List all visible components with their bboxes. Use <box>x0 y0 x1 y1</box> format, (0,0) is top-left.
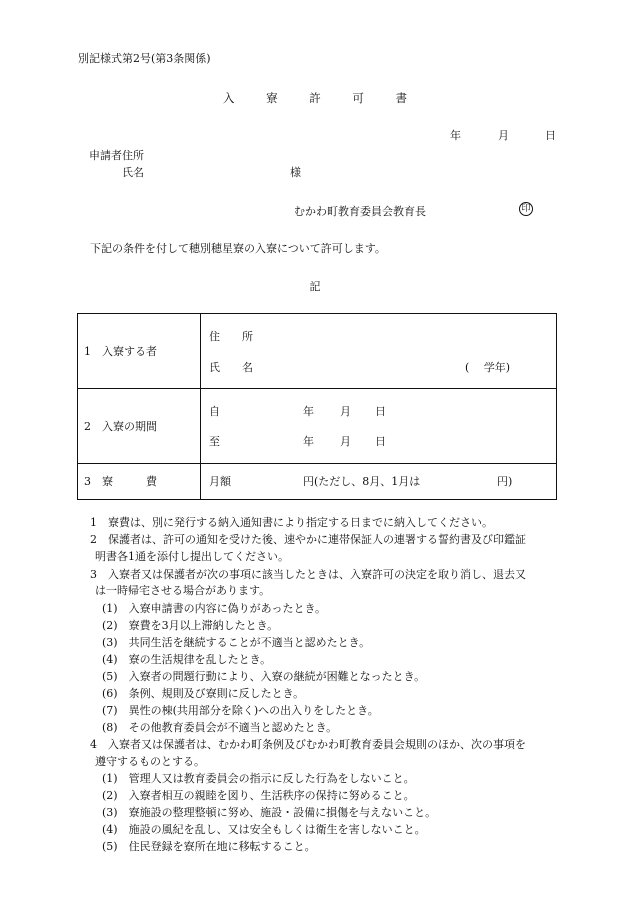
period-to-label: 至 <box>209 435 220 448</box>
note-line: (3) 寮施設の整理整頓に努め、施設・設備に損傷を与えないこと。 <box>102 806 437 819</box>
applicant-name-label: 氏名 <box>122 166 144 179</box>
row-label-resident: 1 入寮する者 <box>78 314 201 389</box>
table-row <box>78 389 557 464</box>
conditions-table <box>77 313 557 500</box>
note-line: 4 入寮者又は保護者は、むかわ町条例及びむかわ町教育委員会規則のほか、次の事項を <box>90 738 526 751</box>
fee-cell <box>201 464 557 500</box>
note-line: (6) 条例、規則及び寮則に反したとき。 <box>102 687 305 700</box>
note-line: 2 保護者は、許可の通知を受けた後、速やかに連帯保証人の連署する誓約書及び印鑑証 <box>90 533 526 546</box>
note-line: (3) 共同生活を継続することが不適当と認めたとき。 <box>102 636 371 649</box>
note-line: 1 寮費は、別に発行する納入通知書により指定する日までに納入してください。 <box>90 516 493 529</box>
period-from-label: 自 <box>209 405 220 418</box>
note-line: (5) 住民登録を寮所在地に移転すること。 <box>102 840 316 853</box>
note-line: (2) 入寮者相互の親睦を図り、生活秩序の保持に努めること。 <box>102 789 415 802</box>
table-row <box>78 314 557 389</box>
note-line: 3 入寮者又は保護者が次の事項に該当したときは、入寮許可の決定を取り消し、退去又 <box>90 568 526 581</box>
resident-cell <box>201 314 557 389</box>
period-from-month: 月 <box>340 405 351 418</box>
date-year-label: 年 <box>450 129 461 142</box>
row-label-period: 2 入寮の期間 <box>78 389 201 464</box>
document-title: 入 寮 許 可 書 <box>222 91 422 105</box>
period-to-day: 日 <box>375 435 386 448</box>
note-line: 遵守するものとする。 <box>95 755 205 768</box>
period-cell <box>201 389 557 464</box>
fee-exception-note: 円(ただし、8月、1月は <box>303 475 421 488</box>
resident-name-label: 氏 名 <box>209 361 253 374</box>
ki-heading: 記 <box>309 280 321 293</box>
form-number: 別記様式第2号(第3条関係) <box>78 52 211 65</box>
honorific: 様 <box>290 166 301 179</box>
note-line: (1) 管理人又は教育委員会の指示に反した行為をしないこと。 <box>102 772 415 785</box>
note-line: (8) その他教育委員会が不適当と認めたとき。 <box>102 721 338 734</box>
period-to-month: 月 <box>340 435 351 448</box>
period-from-year: 年 <box>303 405 314 418</box>
fee-exception-close: 円) <box>497 475 513 488</box>
date-day-label: 日 <box>545 129 556 142</box>
row-label-fee: 3 寮 費 <box>78 464 201 500</box>
note-line: (5) 入寮者の問題行動により、入寮の継続が困難となったとき。 <box>102 670 426 683</box>
date-month-label: 月 <box>498 129 509 142</box>
intro-text: 下記の条件を付して穂別穂星寮の入寮について許可します。 <box>90 242 386 255</box>
table-row <box>78 464 557 500</box>
fee-monthly-label: 月額 <box>209 475 231 488</box>
note-line: (4) 寮の生活規律を乱したとき。 <box>102 653 272 666</box>
note-line: 明書各1通を添付し提出してください。 <box>95 550 289 563</box>
resident-address-label: 住 所 <box>209 330 253 343</box>
seal-icon: 印 <box>519 202 533 216</box>
period-to-year: 年 <box>303 435 314 448</box>
note-line: (2) 寮費を3月以上滞納したとき。 <box>102 619 279 632</box>
note-line: は一時帰宅させる場合があります。 <box>95 584 271 597</box>
grade-label: ( 学年) <box>465 361 511 374</box>
note-line: (7) 異性の棟(共用部分を除く)への出入りをしたとき。 <box>102 704 379 717</box>
note-line: (4) 施設の風紀を乱し、又は安全もしくは衛生を害しないこと。 <box>102 823 426 836</box>
period-from-day: 日 <box>375 405 386 418</box>
note-line: (1) 入寮申請書の内容に偽りがあったとき。 <box>102 602 327 615</box>
issuer-title: むかわ町教育委員会教育長 <box>294 205 426 218</box>
applicant-address-label: 申請者住所 <box>89 149 144 162</box>
